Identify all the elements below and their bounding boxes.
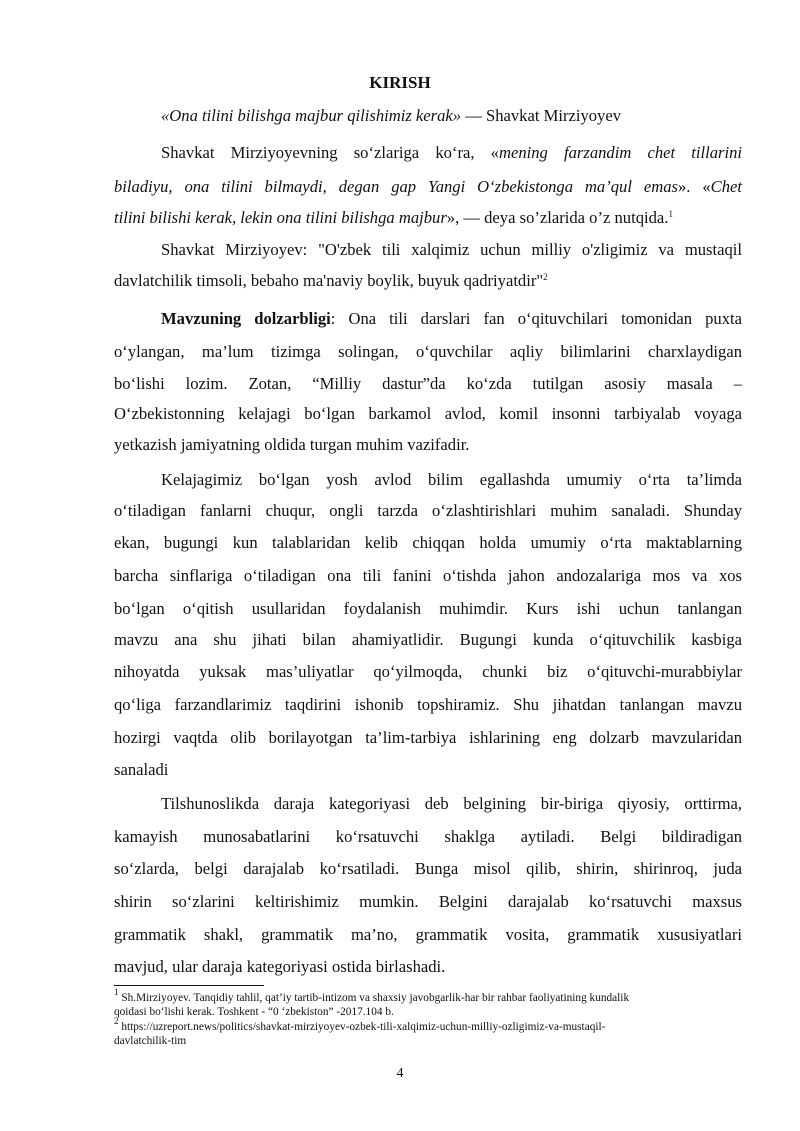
paragraph-line: shirin so‘zlarini keltirishimiz mumkin. Belgini darajalab ko‘rsatuvchi maxsus — [114, 892, 742, 911]
footnote-number: 2 — [114, 1016, 119, 1026]
paragraph-line: sanaladi — [114, 760, 169, 779]
paragraph-line: Kelajagimiz bo‘lgan yosh avlod bilim egallashda umumiy o‘rta ta’limda — [161, 470, 742, 489]
epigraph — [161, 106, 742, 126]
paragraph-line: O‘zbekistonning kelajagi bo‘lgan barkamol avlod, komil insonni tarbiyalab voyaga — [114, 404, 742, 423]
paragraph-line: Shavkat Mirziyoyevning so‘zlariga ko‘ra, «mening farzandim chet tillarini — [161, 143, 743, 162]
footnote-separator — [114, 985, 264, 986]
footnote-ref: 1 — [668, 209, 673, 219]
page-title: KIRISH — [369, 73, 431, 92]
paragraph-line: o‘tiladigan fanlarni chuqur, ongli tarzda o‘zlashtirishlari muhim sanaladi. Shunday — [114, 501, 742, 520]
epigraph-quote: «Ona tilini bilishga majbur qilishimiz kerak» — [161, 106, 462, 125]
page-number: 4 — [396, 1066, 404, 1081]
paragraph-line: ekan, bugungi kun talablaridan kelib chiqqan holda umumiy o‘rta maktablarning — [114, 533, 742, 552]
footnote-2-cont: davlatchilik-tim — [114, 1035, 187, 1047]
paragraph-line: hozirgi vaqtda olib borilayotgan ta’lim-tarbiya ishlarining eng dolzarb mavzularidan — [114, 728, 742, 747]
footnote-1-cont: qoidasi bo‘lishi kerak. Toshkent - “0 ‘zbekiston” -2017.104 b. — [114, 1006, 394, 1018]
paragraph-line: mavzu ana shu jihati bilan ahamiyatlidir. Bugungi kunda o‘qituvchilik kasbiga — [114, 630, 742, 649]
footnote-number: 1 — [114, 987, 119, 997]
paragraph-line: Shavkat Mirziyoyev: "O'zbek tili xalqimiz uchun milliy o'zligimiz va mustaqil — [161, 240, 742, 259]
section-label: Mavzuning dolzarbligi — [161, 309, 331, 328]
paragraph-line: davlatchilik timsoli, bebaho ma'naviy boylik, buyuk qadriyatdir"$^2$ — [114, 271, 548, 290]
paragraph-line: grammatik shakl, grammatik ma’no, grammatik vosita, grammatik xususiyatlari — [114, 925, 742, 944]
footnote-2: $^2$ https://uzreport.news/politics/shavkat-mirziyoyev-ozbek-tili-xalqimiz-uchun-milliy-ozligimiz-va-mustaqil- — [114, 1016, 606, 1033]
paragraph-line: nihoyatda yuksak mas’uliyatlar qo‘yilmoqda, chunki biz o‘qituvchi-murabbiylar — [114, 662, 742, 681]
footnote-1: $^1$ Sh.Mirziyoyev. Tanqidiy tahlil, qat’iy tartib-intizom va shaxsiy javobgarlik-har bir rahbar faoliyatining kundalik — [114, 987, 630, 1004]
paragraph-line: kamayish munosabatlarini ko‘rsatuvchi shaklga aytiladi. Belgi bildiradigan — [114, 827, 742, 846]
paragraph-line: yetkazish jamiyatning oldida turgan muhim vazifadir. — [114, 435, 470, 454]
paragraph-line: tilini bilishi kerak, lekin ona tilini bilishga majbur», — deya so’zlarida o’z nutqida.$^1$ — [114, 208, 673, 227]
paragraph-line: Tilshunoslikda daraja kategoriyasi deb belgining bir-biriga qiyosiy, orttirma, — [161, 794, 742, 813]
paragraph-line: Mavzuning dolzarbligi: Ona tili darslari fan o‘qituvchilari tomonidan puxta — [161, 309, 742, 328]
paragraph-line: mavjud, ular daraja kategoriyasi ostida birlashadi. — [114, 957, 446, 976]
paragraph-line: bo‘lgan o‘qitish usullaridan foydalanish muhimdir. Kurs ishi uchun tanlangan — [114, 599, 742, 618]
epigraph-author: — Shavkat Mirziyoyev — [461, 106, 621, 125]
paragraph-line: bo‘lishi lozim. Zotan, “Milliy dastur”da ko‘zda tutilgan asosiy masala – — [114, 374, 742, 393]
paragraph-line: barcha sinflariga o‘tiladigan ona tili fanini o‘tishda jahon andozalariga mos va xos — [114, 566, 742, 585]
paragraph-line: o‘ylangan, ma’lum tizimga solingan, o‘quvchilar aqliy bilimlarini charxlaydigan — [114, 342, 742, 361]
footnote-ref: 2 — [543, 272, 548, 282]
paragraph-line: qo‘liga farzandlarimiz taqdirini ishonib topshiramiz. Shu jihatdan tanlangan mavzu — [114, 695, 742, 714]
paragraph-line: so‘zlarda, belgi darajalab ko‘rsatiladi. Bunga misol qilib, shirin, shirinroq, juda — [114, 859, 742, 878]
paragraph-line: biladiyu, ona tilini bilmaydi, degan gap Yangi O‘zbekistonga ma’qul emas». «Chet — [114, 177, 742, 196]
